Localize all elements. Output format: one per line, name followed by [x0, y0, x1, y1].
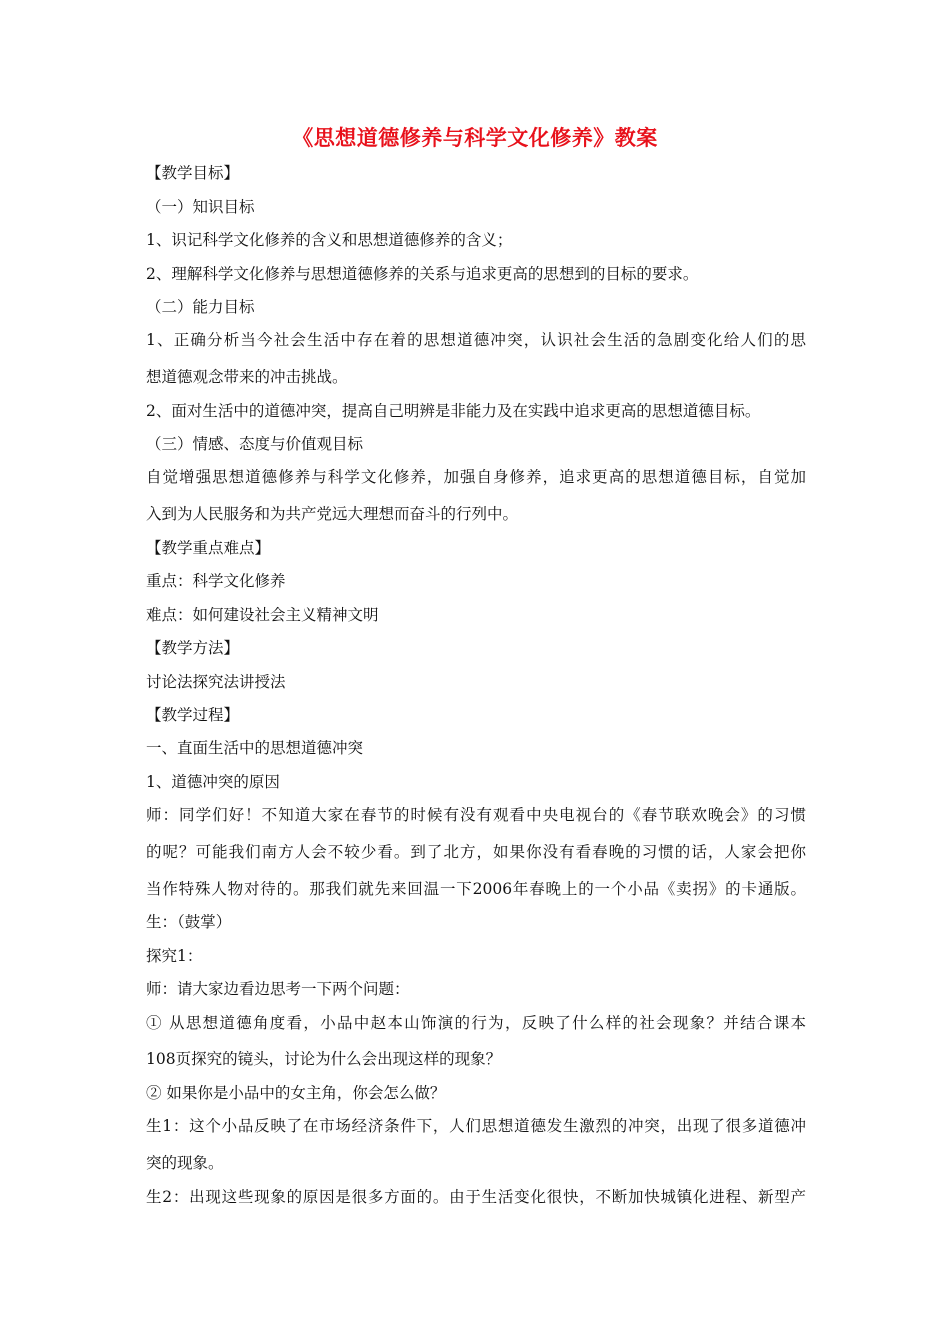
text-line: 当作特殊人物对待的。那我们就先来回温一下2006年春晚上的一个小品《卖拐》的卡通版。: [146, 880, 806, 898]
text-line: 师：请大家边看边思考一下两个问题：: [146, 980, 410, 998]
text-line: 1、识记科学文化修养的含义和思想道德修养的含义；: [146, 231, 513, 249]
text-line: 的呢？可能我们南方人会不较少看。到了北方，如果你没有看春晚的习惯的话，人家会把你: [146, 843, 806, 861]
section-heading-process: 【教学过程】: [146, 706, 240, 724]
text-line: 难点：如何建设社会主义精神文明: [146, 606, 379, 624]
section-heading-objectives: 【教学目标】: [146, 164, 240, 182]
text-line: 1、道德冲突的原因: [146, 773, 280, 791]
subheading-knowledge: （一）知识目标: [146, 198, 255, 216]
text-line: 生1：这个小品反映了在市场经济条件下，人们思想道德发生激烈的冲突，出现了很多道德冲: [146, 1117, 806, 1135]
text-line: 1、正确分析当今社会生活中存在着的思想道德冲突，认识社会生活的急剧变化给人们的思: [146, 331, 806, 349]
text-line: 入到为人民服务和为共产党远大理想而奋斗的行列中。: [146, 505, 519, 523]
section-heading-key-points: 【教学重点难点】: [146, 539, 271, 557]
text-line: 生2：出现这些现象的原因是很多方面的。由于生活变化很快，不断加快城镇化进程、新型产: [146, 1188, 806, 1206]
text-line: 想道德观念带来的冲击挑战。: [146, 368, 348, 386]
text-line: 重点：科学文化修养: [146, 572, 286, 590]
text-line: 自觉增强思想道德修养与科学文化修养，加强自身修养，追求更高的思想道德目标，自觉加: [146, 468, 806, 486]
section-heading-methods: 【教学方法】: [146, 639, 240, 657]
text-line: 108页探究的镜头，讨论为什么会出现这样的现象？: [146, 1050, 502, 1068]
subheading-values: （三）情感、态度与价值观目标: [146, 435, 364, 453]
text-line: 生：（鼓掌）: [146, 913, 232, 931]
subheading-ability: （二）能力目标: [146, 298, 255, 316]
text-line: 突的现象。: [146, 1154, 224, 1172]
text-line: ① 从思想道德角度看，小品中赵本山饰演的行为，反映了什么样的社会现象？并结合课本: [146, 1014, 806, 1032]
text-line: 探究1：: [146, 947, 203, 965]
text-line: 2、理解科学文化修养与思想道德修养的关系与追求更高的思想到的目标的要求。: [146, 265, 699, 283]
document-title: 《思想道德修养与科学文化修养》教案: [292, 126, 658, 150]
text-line: 师：同学们好！不知道大家在春节的时候有没有观看中央电视台的《春节联欢晚会》的习惯: [146, 806, 806, 824]
text-line: 讨论法探究法讲授法: [146, 673, 286, 691]
text-line: 一、直面生活中的思想道德冲突: [146, 739, 364, 757]
text-line: ② 如果你是小品中的女主角，你会怎么做？: [146, 1084, 446, 1102]
text-line: 2、面对生活中的道德冲突，提高自己明辨是非能力及在实践中追求更高的思想道德目标。: [146, 402, 761, 420]
